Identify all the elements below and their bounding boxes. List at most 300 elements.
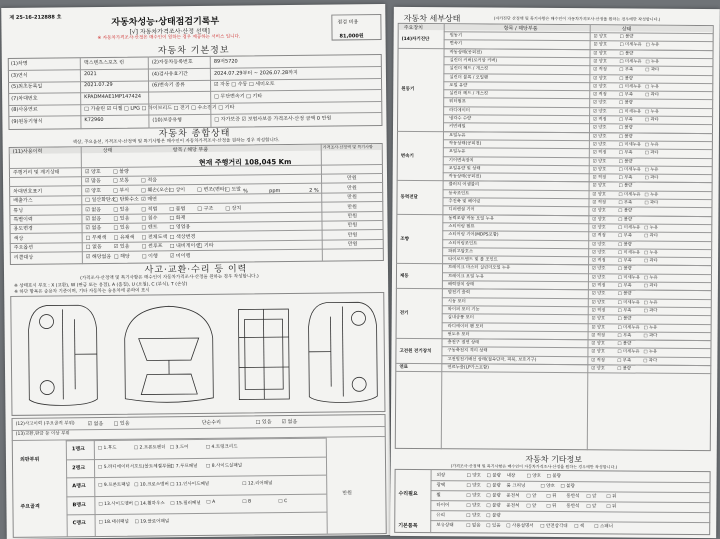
detail-state-option: ☑ 양호 <box>592 191 607 198</box>
overall-row-option: □ 침수 <box>141 215 158 222</box>
rank-label: A랭크 <box>72 483 86 490</box>
detail-state-option: □ 미세누유 <box>618 142 641 148</box>
detail-item: 디퍼렌셜 기어 <box>448 207 475 213</box>
other-row-item: □ 스패너 <box>594 524 613 530</box>
detail-item: 스티어링 펌프 <box>448 224 475 230</box>
inspection-record-page-2 <box>390 7 720 538</box>
basic-label-2: (10)보증유형 <box>152 116 183 123</box>
other-row-item: □ 사용설명서 <box>506 523 534 529</box>
detail-state-option: □ 누유 <box>643 325 658 331</box>
accident-row-option-2: □ 있음 <box>255 419 272 426</box>
overall-row-option: □ 부식 <box>113 187 130 194</box>
overall-row-option: □ 장치 <box>225 205 242 212</box>
detail-item: 실린더 헤드 / 개스킷 <box>449 91 489 97</box>
other-row-item: 휠 <box>436 493 441 499</box>
rank-item: □ 19.플로어패널 <box>134 519 170 525</box>
detail-state-option: □ 부족 <box>617 358 632 364</box>
accident-legend: ※ 상태표시 부호 : X (교환), W (판금 또는 용접), A (흠집), U (요철), C (부식), T (손상) <box>14 282 188 289</box>
other-row-item: 외장 <box>436 473 446 479</box>
detail-state-option: ☑ 양호 <box>592 183 607 189</box>
detail-state-option: □ 불량 <box>618 183 633 189</box>
accident-notice: (가격조사·산정액 및 특기사항은 매수인이 자동차가격조사·산정을 원하는 경우 작성합니다.) <box>80 274 259 282</box>
detail-item: 실린더 블록 / 오일팬 <box>449 74 489 81</box>
detail-state-option: □ 부족 <box>619 117 633 123</box>
detail-state-option: ☑ 양호 <box>591 291 606 297</box>
overall-row-option: □ 무채색 <box>85 234 107 241</box>
accident-row-mid: 단순수리 <box>201 419 221 426</box>
other-row-label: 수리필요 <box>398 490 418 498</box>
detail-state-option: ☑ 양호 <box>593 59 608 65</box>
basic-value-2: □ 무단변속기 □ 기타 <box>214 92 263 100</box>
rank-label: 2랭크 <box>72 464 86 471</box>
rank-unit: 만원 <box>342 490 353 497</box>
section-accident-history: 사고·교환·수리 등 이력 <box>144 264 248 276</box>
other-row-item: 동반석 <box>566 494 580 500</box>
emission-unit-1: % <box>243 188 248 195</box>
accident-row-option: ☑ 없음 <box>87 420 104 428</box>
detail-head-state: 상태 <box>621 26 632 33</box>
detail-state-option: ☑ 양호 <box>592 241 606 247</box>
detail-item: 오일유량 및 상태 <box>448 166 481 172</box>
other-row-item: □ 불량 <box>486 473 501 479</box>
detail-state-option: □ 누유 <box>644 142 659 148</box>
overall-row-label: 색상 <box>13 235 24 242</box>
rank-item: □ 7.루프패널 <box>170 463 198 469</box>
overall-notice: 색상, 주요옵션, 가격조사·산정액 및 특기사항은 매수인이 자동차가격조사·산정을 원하는 경우 작성합니다. <box>72 138 280 146</box>
basic-label: (3)연식 <box>10 72 28 79</box>
overall-row-option: □ 없음 <box>85 244 102 251</box>
basic-label-2: (4)검사유효기간 <box>151 70 189 77</box>
detail-state-option: □ 부족 <box>617 308 632 314</box>
overall-row-note: 만원 <box>347 175 357 182</box>
detail-state-option: ☑ 양호 <box>593 50 608 56</box>
detail-state-option: □ 누유 <box>644 167 659 173</box>
detail-state-option: □ 미세누유 <box>618 225 641 231</box>
other-row-item: □ 있음 <box>486 523 501 529</box>
detail-state-option: ☑ 양호 <box>592 142 607 148</box>
accident-row-option: □ 있음 <box>113 420 130 427</box>
detail-state-option: ☑ 양호 <box>591 349 605 355</box>
other-row-item: □ 양호 <box>466 503 481 509</box>
detail-state-option: □ 누유 <box>645 42 660 49</box>
overall-row-note: 만원 <box>347 203 358 211</box>
detail-state-option: ☑ 양호 <box>592 266 606 272</box>
detail-state-option: ☑ 양호 <box>592 250 606 256</box>
price-box <box>331 14 381 41</box>
document-title: 자동차성능·상태점검기록부 <box>111 16 220 28</box>
rank-item: □ 18.대쉬패널 <box>98 519 129 526</box>
car-left-side-view <box>28 305 97 406</box>
detail-state-option: □ 불량 <box>619 100 633 106</box>
detail-state-option: □ 미세누유 <box>617 349 640 355</box>
car-diagram <box>18 296 379 412</box>
overall-row-option: □ 내비게이션 <box>169 243 201 250</box>
overall-head-item: 항목 / 해당 부품 <box>172 146 209 154</box>
detail-state-option: ☑ 양호 <box>593 75 607 81</box>
detail-state-option: □ 과다 <box>644 175 659 181</box>
accident-row-label: (12)사고이력 (주요골격 부위) <box>15 421 75 427</box>
detail-state-option: ☑ 적정 <box>592 233 606 239</box>
other-row-item: 동반석 <box>566 504 580 510</box>
detail-group-label: 제동 <box>399 273 409 279</box>
overall-row-option: □ 기타 <box>197 243 214 250</box>
overall-row-option: □ 썬루프 <box>141 243 163 250</box>
price-value: 81,000원 <box>339 33 364 40</box>
other-row-item: 타이어 <box>436 503 450 509</box>
detail-state-option: ☑ 적정 <box>591 357 605 364</box>
detail-state-option: ☑ 양호 <box>592 225 606 231</box>
detail-state-option: ☑ 양호 <box>592 158 607 164</box>
overall-row-option: □ 있음 <box>113 215 130 222</box>
rank-item: □ 5.라디에이터서포트(볼트체결부품) <box>98 463 173 470</box>
overall-row-option: ☑ 해당없음 <box>85 253 112 260</box>
other-row-item: 광택 <box>436 483 446 489</box>
detail-state-option: ☑ 양호 <box>592 125 607 131</box>
detail-state-option: ☑ 양호 <box>591 299 606 305</box>
other-row-item: 내장 <box>506 473 516 479</box>
rank-item: □ 10.크로스멤버 <box>134 482 169 488</box>
overall-row-option: □ 훼손(오손) <box>141 187 171 194</box>
basic-label-2: (2)자동차등록번호 <box>151 59 193 66</box>
detail-state-option: □ 불량 <box>619 34 634 40</box>
detail-state-option: □ 부족 <box>619 67 634 73</box>
overall-head-note: 가격조사·산정액 및 특기사항 <box>322 144 373 150</box>
detail-item: 냉각수 수량 <box>449 116 472 122</box>
detail-item: 워터펌프 <box>449 99 466 105</box>
accident-row-option-2: ☑ 없음 <box>281 418 298 426</box>
overall-row-note: 만원 <box>347 222 358 229</box>
overall-row-label: 리콜대상 <box>13 254 34 261</box>
detail-item: 브레이크 오일 누유 <box>447 273 484 280</box>
detail-state-option: □ 누유 <box>645 59 660 65</box>
emission-unit-3: 2 % <box>309 187 319 194</box>
detail-state-option: □ 미세누유 <box>617 300 640 306</box>
overall-row-option: ☑ 있음 <box>113 243 130 251</box>
other-row-item: □ 뒤 <box>606 494 617 500</box>
overall-row-option: □ 전체도색 <box>141 234 168 241</box>
rank-item: □ B <box>242 498 252 505</box>
overall-row-label: 배출가스 <box>13 197 33 205</box>
detail-state-option: □ 불량 <box>619 75 634 82</box>
overall-row-label: 주행거리 및 계기상태 <box>12 169 60 176</box>
detail-state-option: □ 미세누유 <box>617 324 640 331</box>
detail-state-option: □ 불량 <box>619 51 634 57</box>
other-note: (가격조사·산정액 및 특기사항은 매수인이 자동차가격조사·산정을 원하는 경우에만 작성합니다.) <box>450 463 618 470</box>
other-row-item: □ 불량 <box>486 513 501 519</box>
detail-item: 원동기 <box>449 33 463 39</box>
basic-label: (1)차명 <box>10 60 28 67</box>
other-row-item: 운전석 <box>506 493 520 499</box>
overall-row-option: □ 있음 <box>113 206 130 213</box>
detail-state-option: ☑ 양호 <box>591 366 605 372</box>
rank-item: □ C <box>278 498 288 504</box>
overall-row-option: □ 상이 <box>169 186 186 194</box>
rank-item: □ 11.인사이드패널 <box>170 481 210 488</box>
detail-head-device: 주요장치 <box>403 24 424 32</box>
overall-row-label: 주요옵션 <box>13 244 34 252</box>
detail-state-option: □ 불량 <box>617 291 632 297</box>
detail-state-option: □ 누유 <box>643 350 658 356</box>
overall-row-option: □ 이행 <box>141 252 158 260</box>
detail-state-option: □ 부족 <box>618 258 632 264</box>
emission-unit-2: ppm <box>269 188 281 195</box>
detail-state-option: □ 불량 <box>617 366 632 372</box>
detail-group-label: 고전원 전기장치 <box>399 348 432 354</box>
detail-state-option: □ 부족 <box>618 175 633 181</box>
detail-state-option: □ 불량 <box>618 266 632 272</box>
detail-item: 작동상태(공회전) <box>448 141 482 147</box>
detail-item: 윈도우 모터 <box>447 332 470 338</box>
detail-state-option: ☑ 양호 <box>592 167 607 173</box>
basic-value: KPADM4AE1MP147424 <box>84 93 142 100</box>
detail-state-option: □ 과다 <box>643 283 658 289</box>
detail-item: 동력조향 작동 오일 누유 <box>448 215 495 222</box>
detail-state-option: □ 부족 <box>617 333 632 339</box>
detail-state-option: ☑ 양호 <box>593 34 608 40</box>
detail-item: 라디에이터 팬 모터 <box>447 323 484 330</box>
detail-state-option: ☑ 양호 <box>593 84 607 90</box>
detail-state-option: □ 미세누유 <box>618 250 641 256</box>
overall-row-label: 차대번호표기 <box>13 188 43 195</box>
section-overall-state: 자동차 종합상태 <box>158 128 231 140</box>
overall-row-option: □ 변조(변타) <box>197 186 227 193</box>
detail-group-label: (14)자기진단 <box>401 37 430 43</box>
detail-item: 시동 모터 <box>447 298 466 304</box>
overall-row-option: □ 유채색 <box>113 234 135 241</box>
detail-state-option: □ 불량 <box>617 316 632 322</box>
detail-group-label: 원동기 <box>401 87 415 93</box>
detail-state-option: ☑ 적정 <box>592 200 607 206</box>
detail-item: 기어변속장치 <box>448 157 474 163</box>
other-row-item: □ 양호 <box>466 473 481 479</box>
detail-state-option: ☑ 양호 <box>593 100 607 106</box>
overall-row-option: □ 적음 <box>141 177 158 184</box>
detail-item: 라디에이터 <box>449 107 470 114</box>
overall-row-label: 튜닝 <box>13 207 24 214</box>
overall-row-option: ☑ 양호 <box>85 187 101 194</box>
overall-row-option: □ 탄화수소 <box>113 196 139 204</box>
detail-state-option: □ 누유 <box>644 225 659 231</box>
detail-state-option: ☑ 양호 <box>592 216 606 222</box>
basic-value: 2021.07.29 <box>84 81 113 89</box>
detail-state-option: □ 불량 <box>618 125 633 131</box>
detail-state-option: ☑ 적정 <box>592 175 607 181</box>
detail-item: 타이로드엔드 및 볼 조인트 <box>448 257 498 263</box>
detail-state-option: □ 불량 <box>618 134 633 140</box>
basic-value: 맥스텐츠스포츠 런 <box>83 59 125 67</box>
other-row-item: 운전석 <box>506 503 520 509</box>
detail-state-option: ☑ 적정 <box>591 333 606 339</box>
other-row-item: 룸 크리닝 <box>506 483 526 489</box>
detail-state-option: ☑ 양호 <box>591 274 606 281</box>
other-row-item: □ 안전삼각대 <box>540 523 568 530</box>
overall-row-note: 만원 <box>347 213 358 220</box>
accident-legend-2: ※ 하단 항목은 승용차 기준이며, 기타 자동차는 승용차에 준하여 표시 <box>14 288 150 295</box>
overall-row-option: ☑ 없음 <box>85 215 102 223</box>
detail-state-option: □ 미세누유 <box>619 59 642 65</box>
basic-label-2: (6)변속기 종류 <box>152 82 185 89</box>
other-row-item: □ 잭 <box>574 524 585 530</box>
rank-item: □ 3.도어 <box>169 445 189 451</box>
other-row-item: □ 없음 <box>466 523 481 529</box>
overall-row-option: □ 있음 <box>113 225 130 232</box>
detail-state-option: □ 과다 <box>644 200 659 206</box>
detail-item: 발전기 출력 <box>447 290 470 296</box>
basic-label: (8)사용연료 <box>11 106 38 113</box>
other-row-item: □ 양호 <box>466 513 481 519</box>
rank-item: □ 1.후드 <box>97 445 117 452</box>
overall-row-option: ☑ 없음 <box>85 206 102 213</box>
detail-state-option: □ 누유 <box>645 84 660 90</box>
detail-state-option: ☑ 적정 <box>591 308 606 314</box>
section-other-info: 자동차 기타정보 <box>525 454 583 465</box>
other-row-label: 기본품목 <box>398 522 418 530</box>
other-row-item: □ 불량 <box>486 483 501 489</box>
detail-item: 작동상태(공회전) <box>448 174 482 180</box>
overall-row-option: □ 구조 <box>197 205 214 212</box>
other-row-item: 유리 <box>436 513 446 519</box>
detail-state-option: □ 누유 <box>643 300 658 306</box>
detail-header-note: (자가진단 산정액 및 특기사항은 매수인이 자동차가격조사·산정을 원하는 경우에만 작성합니다.) <box>493 15 661 22</box>
detail-item: 클러치 어셈블리 <box>448 182 480 188</box>
basic-label: (9)원동기형식 <box>11 118 43 125</box>
detail-item: 스티어링 기어(MDPS포함) <box>448 232 499 238</box>
detail-group-label: 조향 <box>400 236 409 242</box>
overall-row-option: ☑ 없음 <box>85 225 102 232</box>
detail-item: 실린더 헤드 / 개스킷 <box>449 66 489 72</box>
overall-row-option: □ 해당 <box>113 253 130 260</box>
detail-group-label: 변속기 <box>400 153 414 159</box>
detail-state-option: □ 부족 <box>618 200 633 206</box>
rank-item: □ 8.사이드실패널 <box>206 463 243 469</box>
overall-row-option: □ 불량 <box>112 168 129 175</box>
detail-state-option: ☑ 적정 <box>592 258 606 264</box>
overall-row-note: 만원 <box>347 241 358 248</box>
other-row-item: □ 앞 <box>586 494 597 500</box>
detail-state-option: □ 불량 <box>617 341 632 347</box>
detail-state-option: ☑ 양호 <box>591 324 606 330</box>
detail-item: 추진축 및 베어링 <box>448 199 481 205</box>
detail-state-option: □ 부족 <box>619 92 633 98</box>
accident-row-label: (13)교환,판금 등 이상 부위 <box>15 431 70 437</box>
basic-value-2: 89저5720 <box>213 58 238 65</box>
basic-value: 2021 <box>83 70 97 77</box>
section-detail-state: 자동차 세부상태 <box>403 13 461 24</box>
detail-state-option: ☑ 적정 <box>593 67 607 73</box>
detail-item: 오일누유 <box>448 132 466 138</box>
overall-row-option: ☑ 미이행 <box>169 252 191 259</box>
detail-group-label: 연료 <box>399 365 409 371</box>
overall-row-option: □ 불법 <box>169 205 186 212</box>
detail-state-option: □ 누유 <box>645 109 659 115</box>
detail-item: 충전구 절연 상태 <box>447 340 480 346</box>
overall-row-option: □ 보통 <box>113 178 130 185</box>
rank-item: □ 9.프론트패널 <box>98 482 130 489</box>
detail-state-option: □ 과다 <box>644 233 659 239</box>
detail-state-option: □ 미세누유 <box>619 109 642 115</box>
document-number: 제 25-16-212888 호 <box>9 14 62 21</box>
detail-item: 실린더 커버(로커암 커버) <box>449 58 498 64</box>
other-row-item: □ 앞 <box>586 504 597 510</box>
section-basic-info: 자동차 기본정보 <box>157 45 230 57</box>
other-row-item: □ 불량 <box>486 503 501 509</box>
detail-state-option: □ 과다 <box>643 358 658 364</box>
overall-head-history: (11)사용이력 <box>12 148 43 155</box>
detail-item: 파워고압호스 <box>448 249 474 255</box>
overall-row-option: □ 적법 <box>141 205 158 213</box>
detail-state-option: ☑ 적정 <box>593 117 607 123</box>
detail-item: 등속조인트 <box>448 190 470 197</box>
detail-item: 브레이크 마스터 실린더오일 누유 <box>448 265 511 272</box>
detail-state-option: □ 부족 <box>617 283 632 289</box>
detail-state-option: □ 미세누유 <box>617 275 641 281</box>
detail-state-option: ☑ 양호 <box>592 133 607 139</box>
detail-state-option: □ 과다 <box>644 150 659 156</box>
detail-state-option: □ 미세누유 <box>618 192 641 198</box>
exterior-label: 외판부위 <box>19 456 40 463</box>
price-service-notice: ※ 자동차가격조사·산정은 매수인이 원하는 경우 제공하는 서비스 입니다. <box>97 34 241 42</box>
detail-item: 작동상태(공회전) <box>449 49 482 56</box>
other-row-item: □ 불량 <box>546 473 561 480</box>
detail-item: 오일누유 <box>448 149 466 155</box>
basic-label: (5)최초등록일 <box>11 83 43 90</box>
car-top-view <box>124 306 213 403</box>
overall-row-option: ☑ 양호 <box>84 168 101 176</box>
rank-item: □ 2.프론트펜더 <box>133 445 166 451</box>
overall-row-note: 만원 <box>347 232 358 239</box>
overall-row-label: 용도변경 <box>13 226 33 233</box>
other-row-item: □ 뒤 <box>546 493 557 500</box>
other-row-item: □ 뒤 <box>606 504 617 510</box>
detail-item: 실내송풍 모터 <box>447 315 474 321</box>
detail-state-option: □ 부족 <box>618 233 633 239</box>
basic-label: (7)차대번호 <box>11 95 38 102</box>
detail-item: 오일 유량 <box>449 83 468 89</box>
other-row-item: □ 양호 <box>466 483 481 489</box>
detail-state-option: □ 불량 <box>618 158 633 165</box>
basic-value-2: 2024.07.29부터 ~ 2026.07.28까지 <box>213 69 298 77</box>
detail-state-option: ☑ 적정 <box>592 150 607 156</box>
detail-item: 스티어링조인트 <box>448 240 478 246</box>
rank-item: □ 14.휠하우스 <box>134 500 165 507</box>
detail-item: 변속기 <box>449 41 463 47</box>
rank-label: C랭크 <box>72 520 87 527</box>
detail-state-option: ☑ 양호 <box>591 341 606 347</box>
overall-row-option: □ 도말 <box>225 186 242 193</box>
detail-state-option: ☑ 양호 <box>591 316 606 322</box>
overall-row-option: □ 화재 <box>169 215 186 222</box>
other-row-item: □ 양호 <box>540 483 555 490</box>
detail-item: 구동축전지 격리 상태 <box>447 348 488 354</box>
overall-row-option: ☑ 매연 <box>141 196 158 203</box>
detail-state-option: □ 누유 <box>643 275 658 281</box>
detail-state-option: ☑ 양호 <box>592 208 606 214</box>
detail-item: 커먼레일 <box>448 124 466 130</box>
overall-row-option: □ 렌트 <box>141 224 158 231</box>
detail-state-option: □ 불량 <box>618 241 632 248</box>
detail-state-option: □ 누유 <box>644 250 658 256</box>
detail-state-option: □ 과다 <box>645 92 659 98</box>
mileage-text: 현재 주행거리 108,045 Km <box>198 157 292 167</box>
rank-item: □ 4.트렁크리드 <box>205 444 238 450</box>
car-right-side-view <box>308 302 377 403</box>
rank-item: □ 13.사이드멤버 <box>98 501 134 507</box>
detail-state-option: □ 불량 <box>618 208 633 214</box>
overall-row-note: 만원 <box>347 194 357 201</box>
overall-head-state: 상태 <box>102 147 113 154</box>
detail-state-option: □ 미세누유 <box>619 84 642 90</box>
basic-value: □ 가솔린 ☑ 디젤 □ LPG □ 하이브리드 □ 전기 □ 수소전기 □ 기타 <box>84 104 235 113</box>
